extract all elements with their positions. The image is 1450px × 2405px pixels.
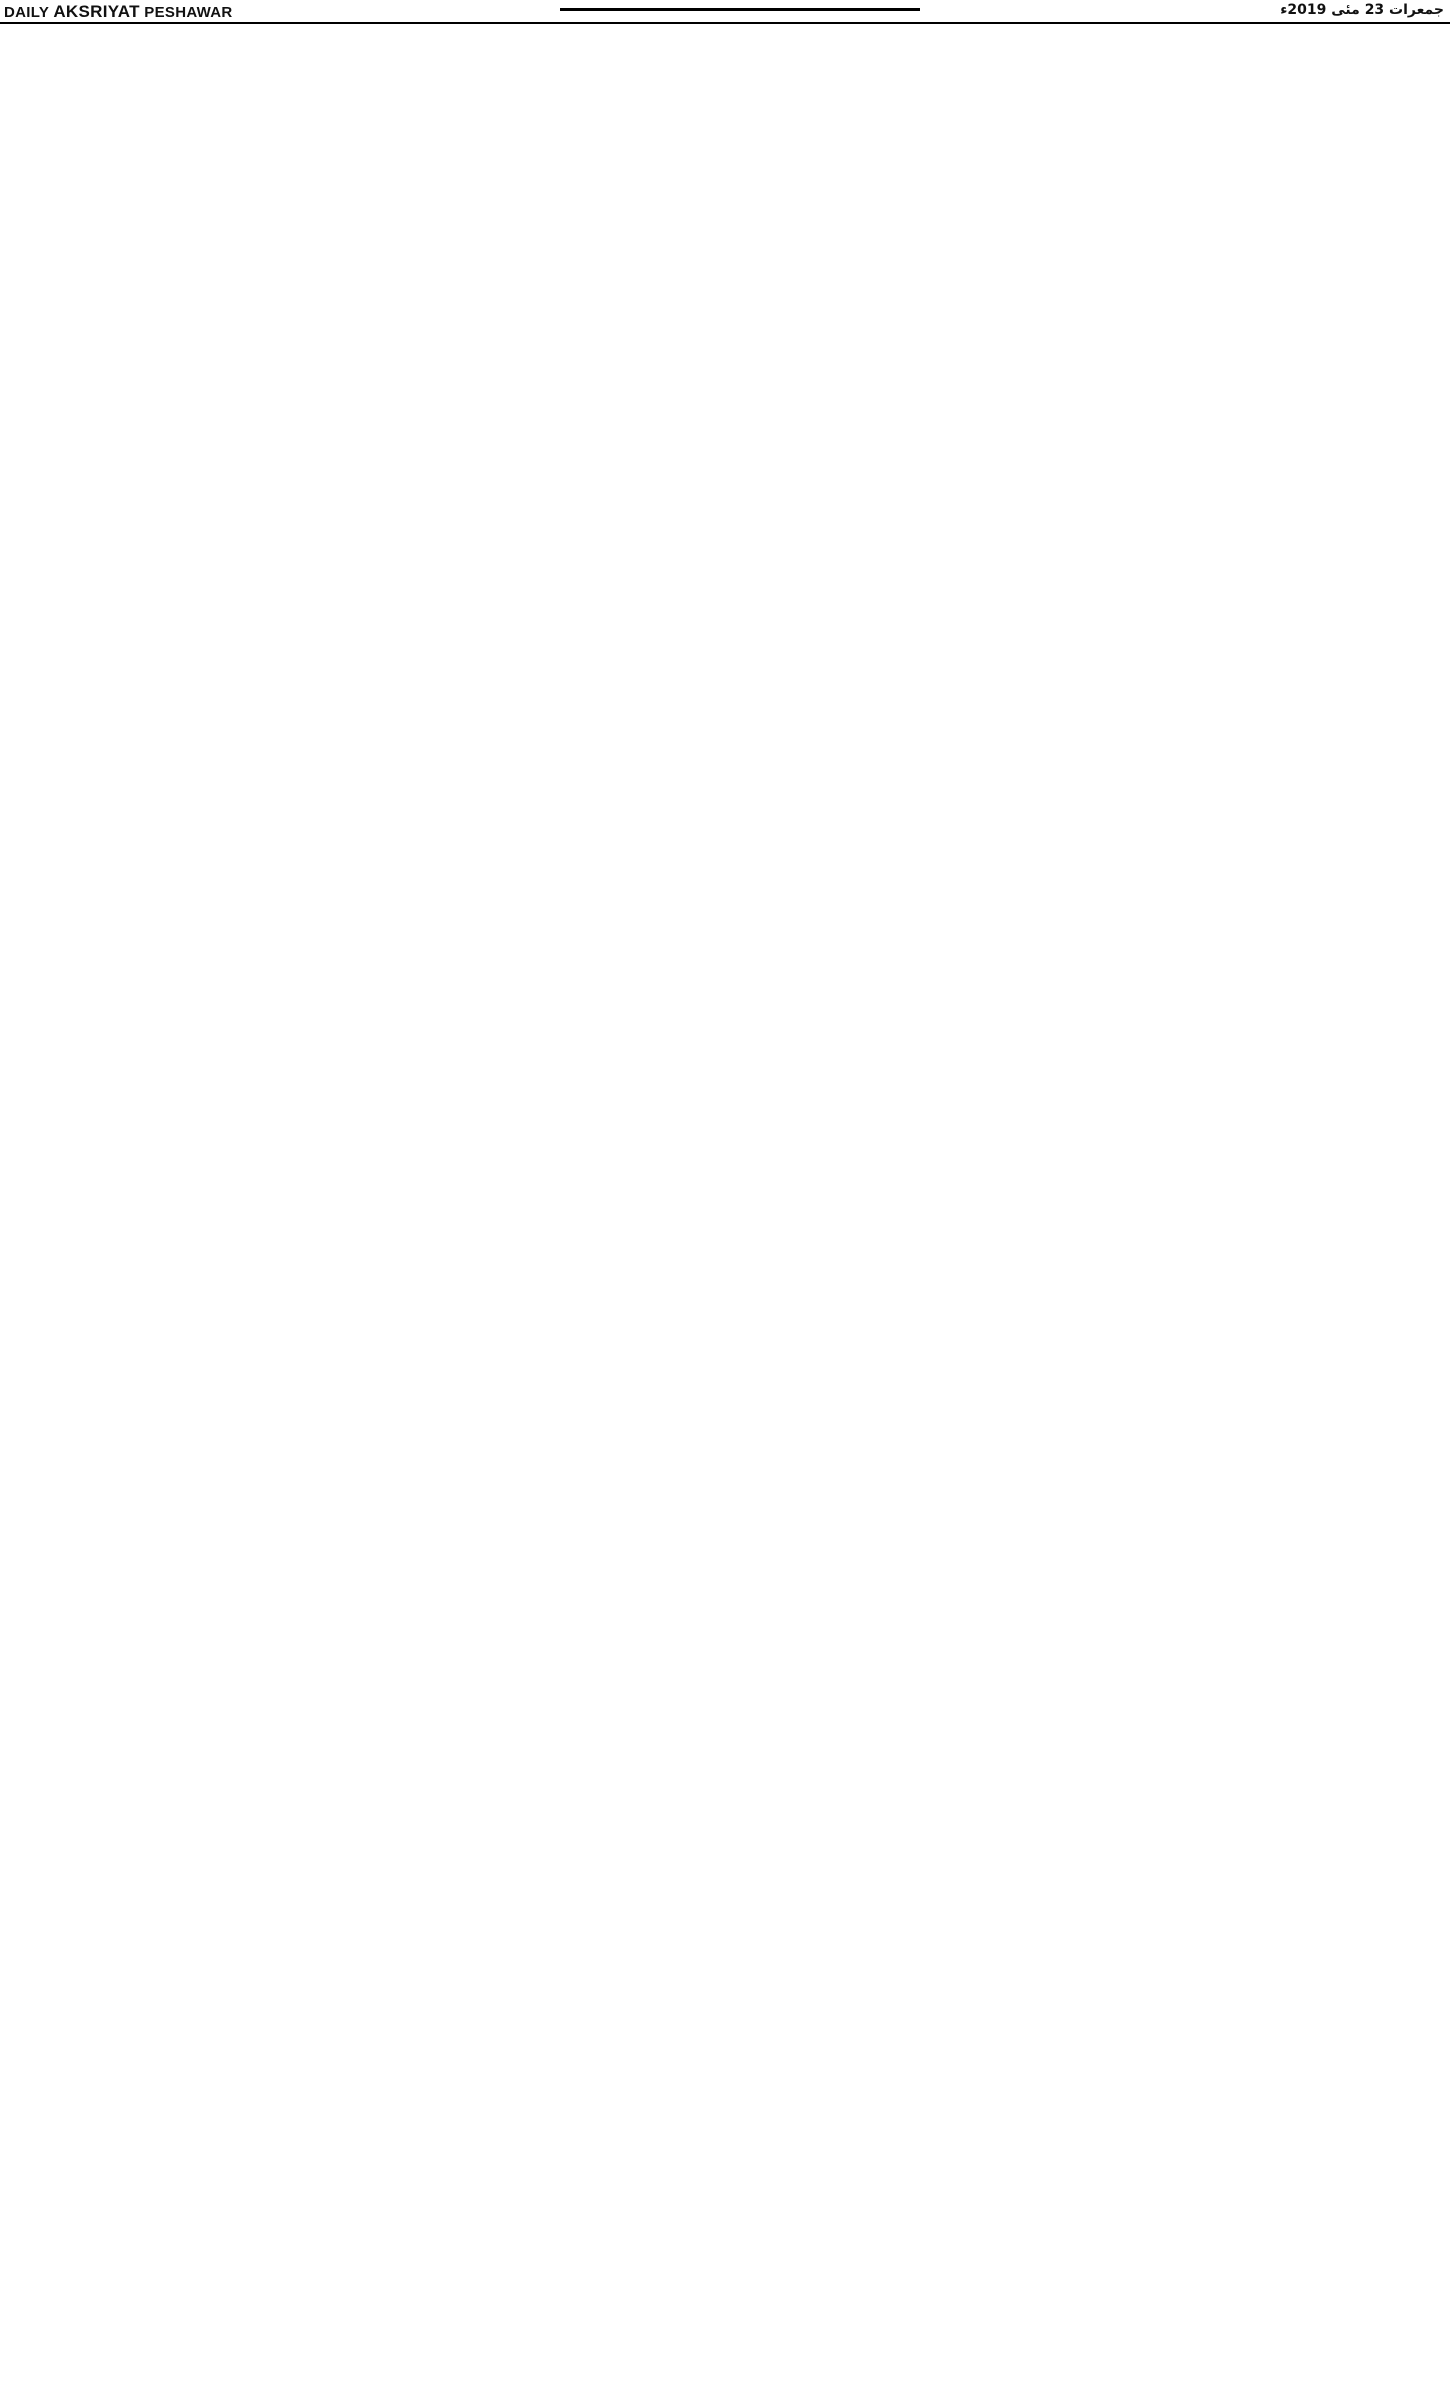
masthead-rule [560,8,920,11]
newspaper-name: DAILY AKSRIYAT PESHAWAR [4,2,233,21]
masthead [0,0,1450,24]
issue-date: جمعرات 23 مئی 2019ء [1280,2,1444,18]
